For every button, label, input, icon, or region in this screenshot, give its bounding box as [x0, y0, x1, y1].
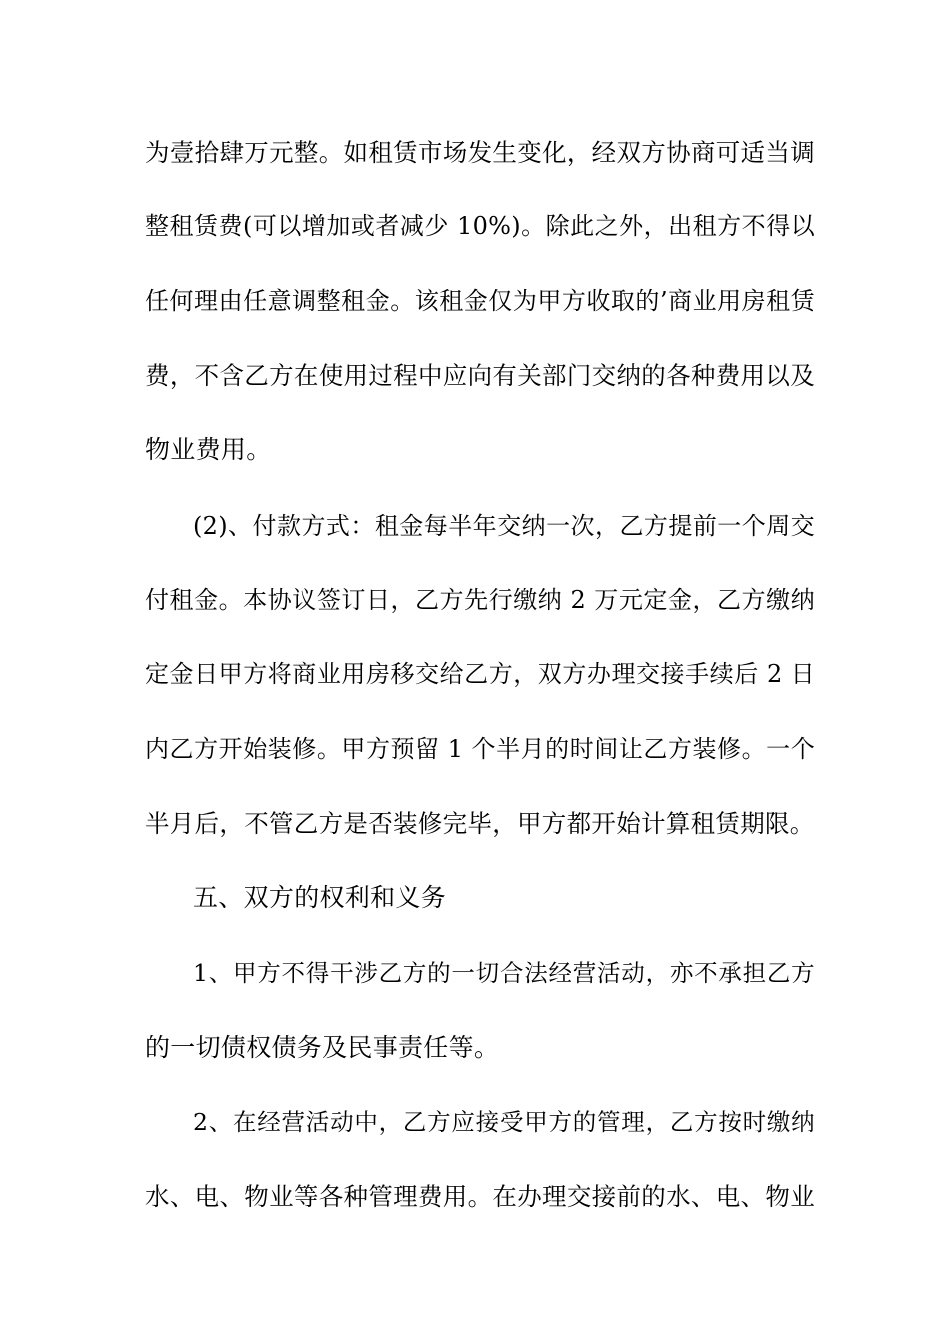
text-line: 内乙方开始装修。甲方预留 1 个半月的时间让乙方装修。一个 — [145, 735, 815, 763]
text-line: 水、电、物业等各种管理费用。在办理交接前的水、电、物业 — [145, 1182, 815, 1211]
text-line: 半月后，不管乙方是否装修完毕，甲方都开始计算租赁期限。 — [145, 809, 815, 838]
text-line: 为壹拾肆万元整。如租赁市场发生变化，经双方协商可适当调 — [145, 138, 815, 167]
text-line: 定金日甲方将商业用房移交给乙方，双方办理交接手续后 2 日 — [145, 660, 815, 688]
text-line: 物业费用。 — [145, 435, 272, 464]
text-line: 付租金。本协议签订日，乙方先行缴纳 2 万元定金，乙方缴纳 — [145, 586, 815, 614]
section-heading: 五、双方的权利和义务 — [193, 883, 447, 912]
paragraph-first-line: 2、在经营活动中，乙方应接受甲方的管理，乙方按时缴纳 — [193, 1108, 815, 1136]
text-line: 费，不含乙方在使用过程中应向有关部门交纳的各种费用以及 — [145, 361, 815, 390]
text-line: 的一切债权债务及民事责任等。 — [145, 1033, 500, 1062]
text-line: 任何理由任意调整租金。该租金仅为甲方收取的’商业用房租赁 — [145, 287, 815, 315]
paragraph-first-line: (2)、付款方式：租金每半年交纳一次，乙方提前一个周交 — [193, 512, 815, 540]
paragraph-first-line: 1、甲方不得干涉乙方的一切合法经营活动，亦不承担乙方 — [193, 959, 815, 987]
text-line: 整租赁费(可以增加或者减少 10%)。除此之外，出租方不得以 — [145, 212, 815, 240]
